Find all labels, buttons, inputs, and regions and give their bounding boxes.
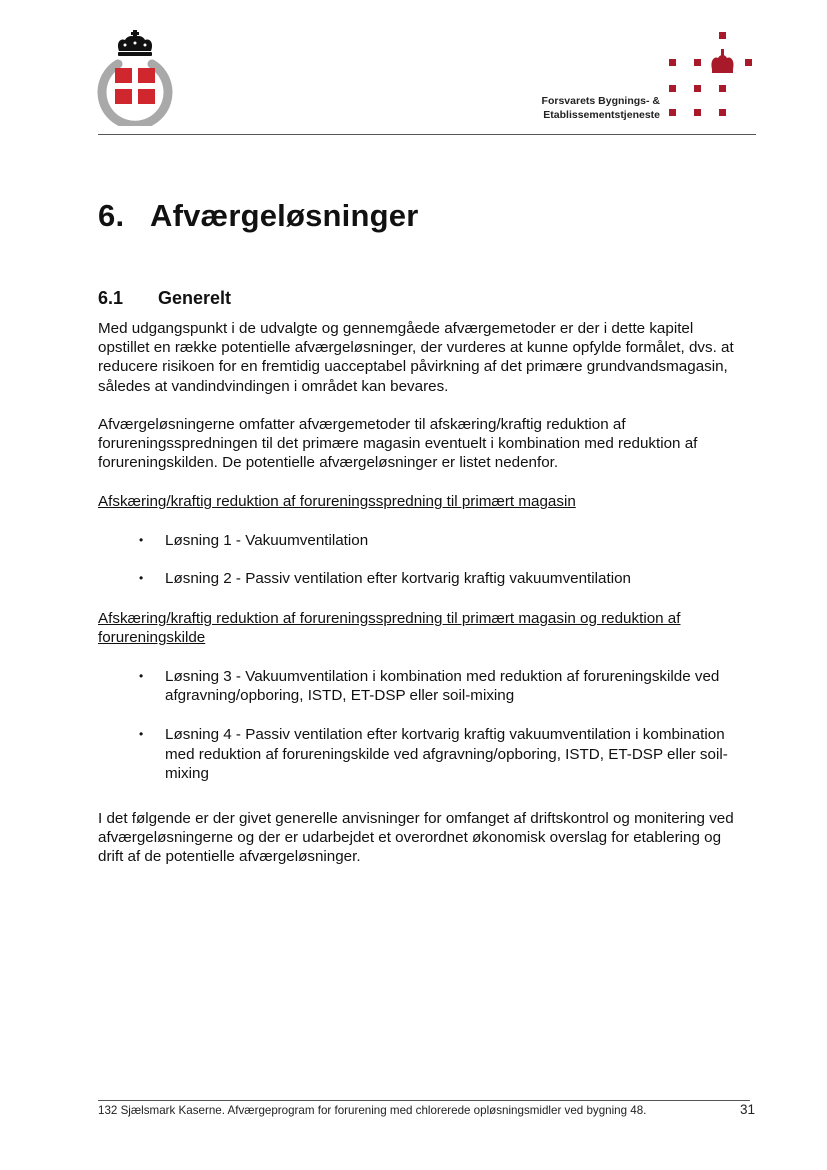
- footer-divider: [98, 1100, 750, 1101]
- organization-name-line1: Forsvarets Bygnings- &: [541, 95, 660, 107]
- organization-name-line2: Etablissementstjeneste: [543, 109, 660, 121]
- solution-list: [138, 667, 758, 783]
- page-number: 31: [740, 1102, 756, 1117]
- bullet-icon: •: [139, 727, 144, 742]
- list-item-text: Løsning 2 - Passiv ventilation efter kortvarig kraftig vakuumventilation: [165, 570, 631, 588]
- bullet-icon: •: [139, 571, 144, 586]
- solution-list: [138, 531, 758, 588]
- bullet-icon: •: [139, 533, 144, 547]
- section-number: 6.1: [98, 288, 124, 308]
- intro-paragraph: Med udgangspunkt i de udvalgte og gennemgåede afværgemetoder er der i dette kapitel opstillet en række potentielle afværgeløsninger, der vurderes at kunne opfylde formålet, dvs. at reducere risikoen for en fremtidig uacceptabel påvirkning af det primære grundvandsmagasin, således at vandindvindingen i området kan bevares.: [98, 320, 734, 395]
- list-item-text: Løsning 1 - Vakuumventilation: [165, 532, 369, 549]
- list-item: [138, 531, 758, 550]
- list-item-text: Løsning 3 - Vakuumventilation i kombination med reduktion af forureningskilde ved afgravning/opboring, ISTD, ET-DSP eller soil-mixing: [165, 668, 720, 705]
- scope-paragraph: Afværgeløsningerne omfatter afværgemetoder til afskæring/kraftig reduktion af forureningsspredningen til det primære magasin eventuelt i kombination med reduktion af forureningskilden. De potentielle afværgeløsninger er listet nedenfor.: [98, 416, 698, 472]
- list-item: [138, 667, 758, 705]
- crown-dot-grid-icon: [662, 31, 758, 121]
- organization-name: [500, 94, 660, 122]
- header-divider: [98, 134, 756, 135]
- bullet-icon: •: [139, 669, 144, 683]
- chapter-title: Afværgeløsninger: [150, 198, 419, 233]
- group-heading: Afskæring/kraftig reduktion af forureningsspredning til primært magasin: [98, 493, 576, 510]
- closing-paragraph: I det følgende er der givet generelle anvisninger for omfanget af driftskontrol og monitering ved afværgeløsningerne og der er udarbejdet et overordnet økonomisk overslag for etablering og drift af de potentielle afværgeløsninger.: [98, 810, 734, 866]
- footer-text: 132 Sjælsmark Kaserne. Afværgeprogram for forurening med chlorerede opløsningsmidler ved bygning 48.: [98, 1104, 647, 1117]
- section-title: Generelt: [158, 288, 232, 308]
- section-heading: [98, 288, 231, 309]
- crown-cross-emblem-icon: [94, 30, 176, 126]
- list-item: [138, 569, 758, 588]
- list-item-text: Løsning 4 - Passiv ventilation efter kortvarig kraftig vakuumventilation i kombination med reduktion af forureningskilde ved afgravning/opboring, ISTD, ET-DSP eller soil-mixing: [165, 726, 728, 782]
- chapter-number: 6.: [98, 198, 125, 233]
- group-heading: Afskæring/kraftig reduktion af forureningsspredning til primært magasin og reduktion af forureningskilde: [98, 610, 681, 647]
- list-item: [138, 725, 758, 783]
- chapter-heading: [98, 198, 418, 234]
